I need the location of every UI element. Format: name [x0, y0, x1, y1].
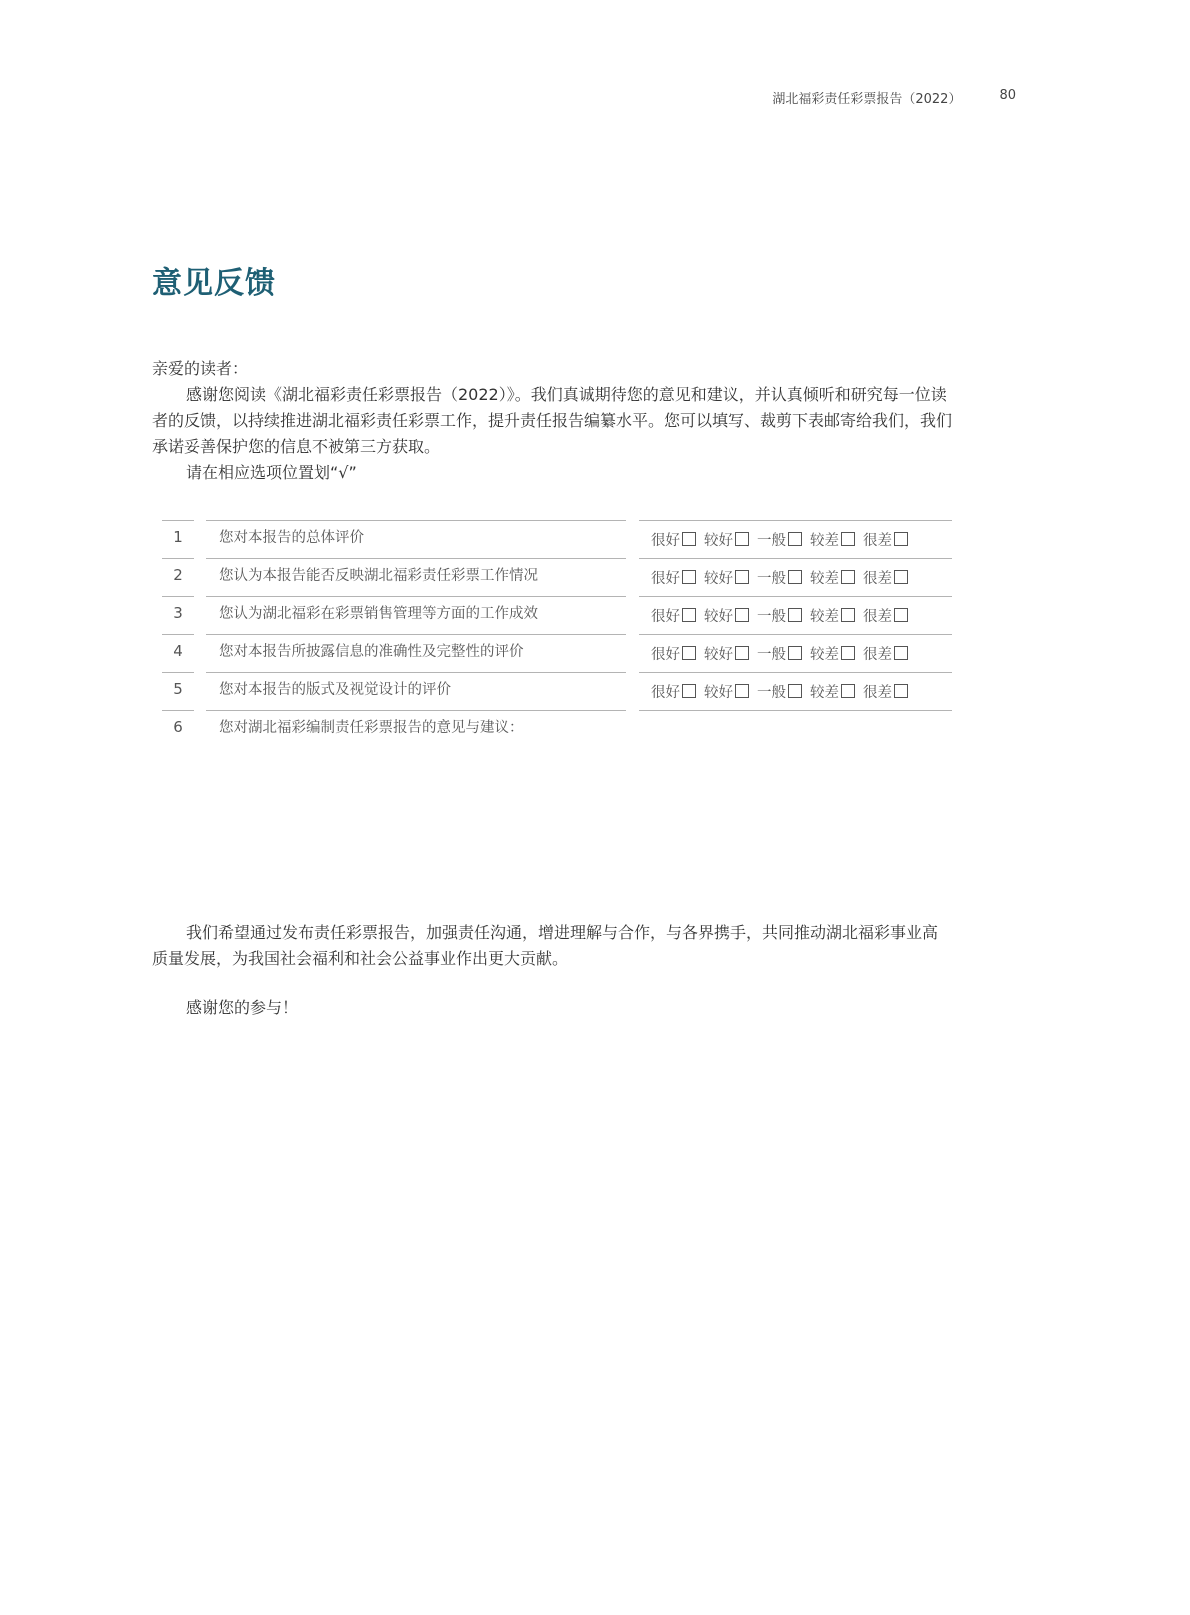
- rating-options: [639, 634, 952, 671]
- survey-table: [162, 520, 952, 748]
- option-poor: 较差: [810, 681, 855, 702]
- thanks-text: 感谢您的参与！: [186, 998, 299, 1017]
- rating-options: [639, 520, 952, 557]
- row-number: 4: [162, 634, 194, 672]
- checkbox[interactable]: [841, 608, 855, 622]
- checkbox[interactable]: [682, 608, 696, 622]
- greeting: 亲爱的读者：: [152, 359, 249, 378]
- option-average: 一般: [757, 567, 802, 588]
- row-question: 您对本报告的版式及视觉设计的评价: [206, 672, 626, 709]
- checkbox[interactable]: [682, 570, 696, 584]
- checkbox[interactable]: [682, 532, 696, 546]
- checkbox[interactable]: [894, 646, 908, 660]
- page-title: 意见反馈: [152, 266, 276, 301]
- instruction: 请在相应选项位置划“√”: [186, 463, 357, 482]
- checkbox[interactable]: [788, 570, 802, 584]
- rating-options: [639, 596, 952, 633]
- checkbox[interactable]: [788, 684, 802, 698]
- checkbox[interactable]: [841, 570, 855, 584]
- checkbox[interactable]: [735, 532, 749, 546]
- checkbox[interactable]: [894, 532, 908, 546]
- header-report-title: 湖北福彩责任彩票报告（2022）: [772, 92, 962, 107]
- checkbox[interactable]: [841, 532, 855, 546]
- checkbox[interactable]: [788, 532, 802, 546]
- option-very-poor: 很差: [863, 605, 908, 626]
- row-number: 6: [162, 710, 194, 748]
- option-poor: 较差: [810, 567, 855, 588]
- intro-paragraph: 感谢您阅读《湖北福彩责任彩票报告（2022）》。我们真诚期待您的意见和建议，并认真倾听和研究每一位读者的反馈，以持续推进湖北福彩责任彩票工作，提升责任报告编纂水平。您可以填写、裁剪下表邮寄给我们，我们承诺妥善保护您的信息不被第三方获取。: [152, 385, 953, 456]
- checkbox[interactable]: [788, 608, 802, 622]
- table-row: [162, 710, 952, 748]
- checkbox[interactable]: [735, 570, 749, 584]
- option-very-poor: 很差: [863, 529, 908, 550]
- table-row: [162, 520, 952, 558]
- option-average: 一般: [757, 605, 802, 626]
- rating-options: [639, 558, 952, 595]
- option-very-poor: 很差: [863, 681, 908, 702]
- option-poor: 较差: [810, 643, 855, 664]
- checkbox[interactable]: [894, 608, 908, 622]
- option-good: 较好: [704, 567, 749, 588]
- option-very-poor: 很差: [863, 567, 908, 588]
- option-average: 一般: [757, 529, 802, 550]
- option-poor: 较差: [810, 605, 855, 626]
- table-row: [162, 596, 952, 634]
- row-question: 您认为本报告能否反映湖北福彩责任彩票工作情况: [206, 558, 626, 595]
- row-number: 2: [162, 558, 194, 596]
- page-header: [772, 88, 1016, 107]
- option-good: 较好: [704, 529, 749, 550]
- outro-paragraph: 我们希望通过发布责任彩票报告，加强责任沟通，增进理解与合作，与各界携手，共同推动湖北福彩事业高质量发展，为我国社会福利和社会公益事业作出更大贡献。: [152, 923, 939, 968]
- option-good: 较好: [704, 605, 749, 626]
- row-question: 您对本报告的总体评价: [206, 520, 626, 557]
- checkbox[interactable]: [841, 684, 855, 698]
- option-very-good: 很好: [651, 567, 696, 588]
- checkbox[interactable]: [735, 646, 749, 660]
- checkbox[interactable]: [894, 570, 908, 584]
- option-very-poor: 很差: [863, 643, 908, 664]
- checkbox[interactable]: [735, 684, 749, 698]
- option-very-good: 很好: [651, 529, 696, 550]
- option-poor: 较差: [810, 529, 855, 550]
- rating-options-empty: [639, 710, 952, 747]
- table-row: [162, 558, 952, 596]
- checkbox[interactable]: [841, 646, 855, 660]
- rating-options: [639, 672, 952, 709]
- checkbox[interactable]: [682, 646, 696, 660]
- checkbox[interactable]: [682, 684, 696, 698]
- option-very-good: 很好: [651, 605, 696, 626]
- option-average: 一般: [757, 681, 802, 702]
- row-question: 您认为湖北福彩在彩票销售管理等方面的工作成效: [206, 596, 626, 633]
- row-question: 您对湖北福彩编制责任彩票报告的意见与建议：: [206, 710, 626, 747]
- option-good: 较好: [704, 681, 749, 702]
- row-question: 您对本报告所披露信息的准确性及完整性的评价: [206, 634, 626, 671]
- page-number: 80: [999, 88, 1016, 103]
- checkbox[interactable]: [894, 684, 908, 698]
- intro-section: [152, 356, 952, 486]
- option-good: 较好: [704, 643, 749, 664]
- outro-section: [152, 920, 952, 972]
- checkbox[interactable]: [735, 608, 749, 622]
- option-very-good: 很好: [651, 643, 696, 664]
- row-number: 1: [162, 520, 194, 558]
- table-row: [162, 634, 952, 672]
- option-very-good: 很好: [651, 681, 696, 702]
- table-row: [162, 672, 952, 710]
- checkbox[interactable]: [788, 646, 802, 660]
- row-number: 5: [162, 672, 194, 710]
- row-number: 3: [162, 596, 194, 634]
- option-average: 一般: [757, 643, 802, 664]
